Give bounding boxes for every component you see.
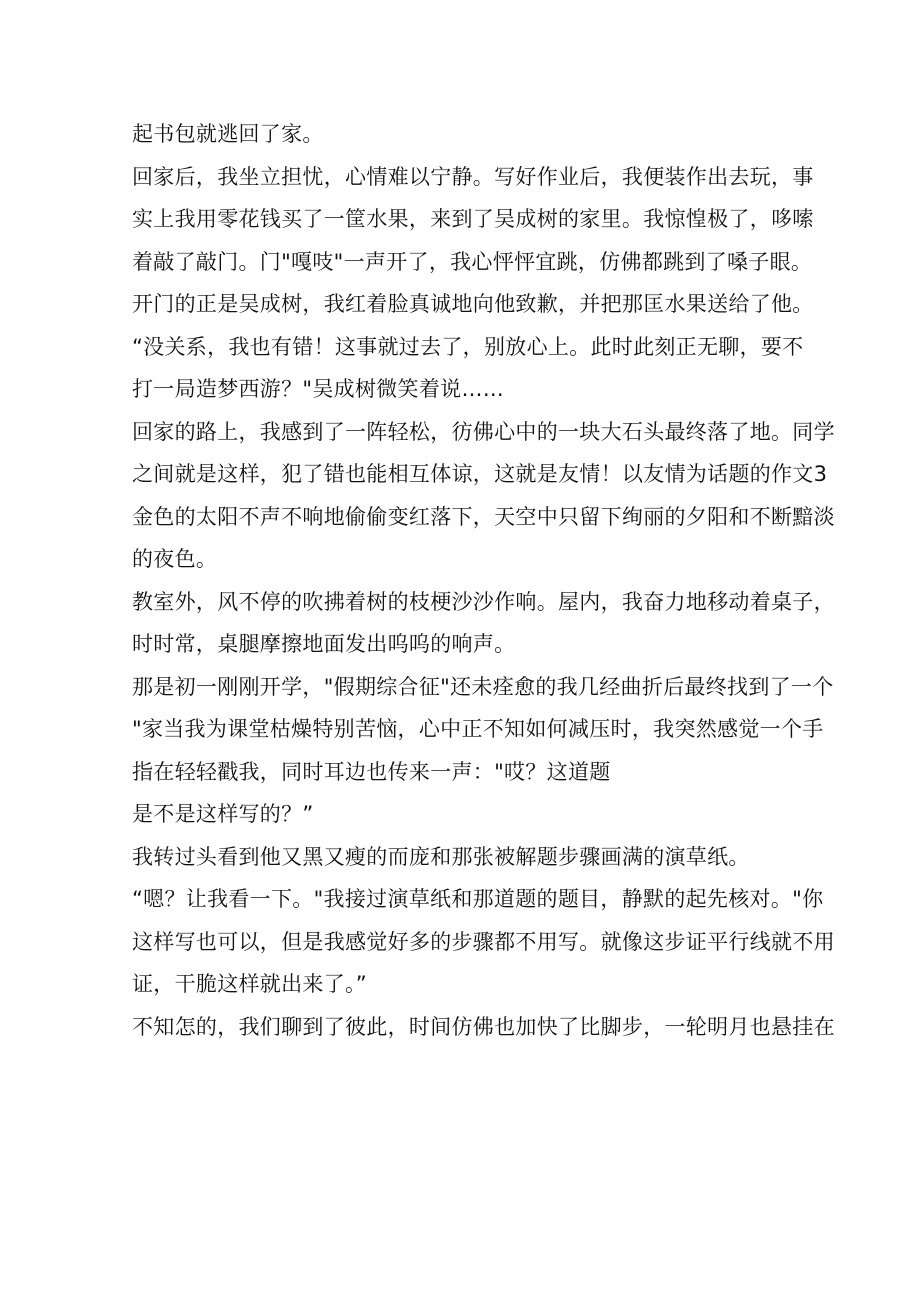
text-line: 教室外，风不停的吹拂着树的枝梗沙沙作响。屋内，我奋力地移动着桌子，	[132, 589, 835, 614]
text-line: 的夜色。	[132, 547, 218, 571]
text-line: 是不是这样写的？”	[132, 802, 314, 826]
text-line: 那是初一刚刚开学，"假期综合征"还未痊愈的我几经曲折后最终找到了一个	[132, 674, 834, 699]
text-line: 这样写也可以，但是我感觉好多的步骤都不用写。就像这步证平行线就不用	[132, 929, 835, 954]
text-line: 金色的太阳不声不响地偷偷变红落下，天空中只留下绚丽的夕阳和不断黯淡	[132, 504, 835, 529]
text-line: 我转过头看到他又黑又瘦的而庞和那张被解题步骤画满的演草纸。	[132, 844, 750, 869]
text-line: 证，干脆这样就出来了。”	[132, 972, 367, 996]
text-line: 打一局造梦西游？"吴成树微笑着说……	[132, 377, 505, 401]
text-line: 指在轻轻戳我，同时耳边也传来一声："哎？这道题	[132, 759, 611, 784]
text-line: 不知怎的，我们聊到了彼此，时间仿佛也加快了比脚步，一轮明月也悬挂在	[132, 1014, 835, 1039]
document-body	[132, 113, 835, 1048]
text-line: 回家后，我坐立担忧，心情难以宁静。写好作业后，我便装作出去玩，事	[132, 164, 814, 189]
text-line: "家当我为课堂枯燥特别苦恼，心中正不知如何减压时，我突然感觉一个手	[132, 717, 824, 741]
text-line: 着敲了敲门。门"嘎吱"一声开了，我心怦怦宜跳，仿佛都跳到了嗓子眼。	[132, 249, 813, 274]
text-line: “没关系，我也有错！这事就过去了，别放心上。此时此刻正无聊，要不	[132, 334, 804, 359]
text-line: 回家的路上，我感到了一阵轻松，彷佛心中的一块大石头最终落了地。同学	[132, 419, 835, 444]
text-line: “嗯？让我看一下。"我接过演草纸和那道题的题目，静默的起先核对。"你	[132, 887, 824, 911]
text-line: 开门的正是吴成树，我红着脸真诚地向他致歉，并把那匡水果送给了他。	[132, 292, 814, 316]
text-line: 时时常，桌腿摩擦地面发出呜呜的响声。	[132, 632, 516, 656]
text-line: 起书包就逃回了家。	[132, 122, 324, 146]
text-line: 之间就是这样，犯了错也能相互体谅，这就是友情！以友情为话题的作文3	[132, 462, 828, 486]
text-line: 实上我用零花钱买了一筐水果，来到了吴成树的家里。我惊惶极了，哆嗦	[132, 207, 814, 231]
